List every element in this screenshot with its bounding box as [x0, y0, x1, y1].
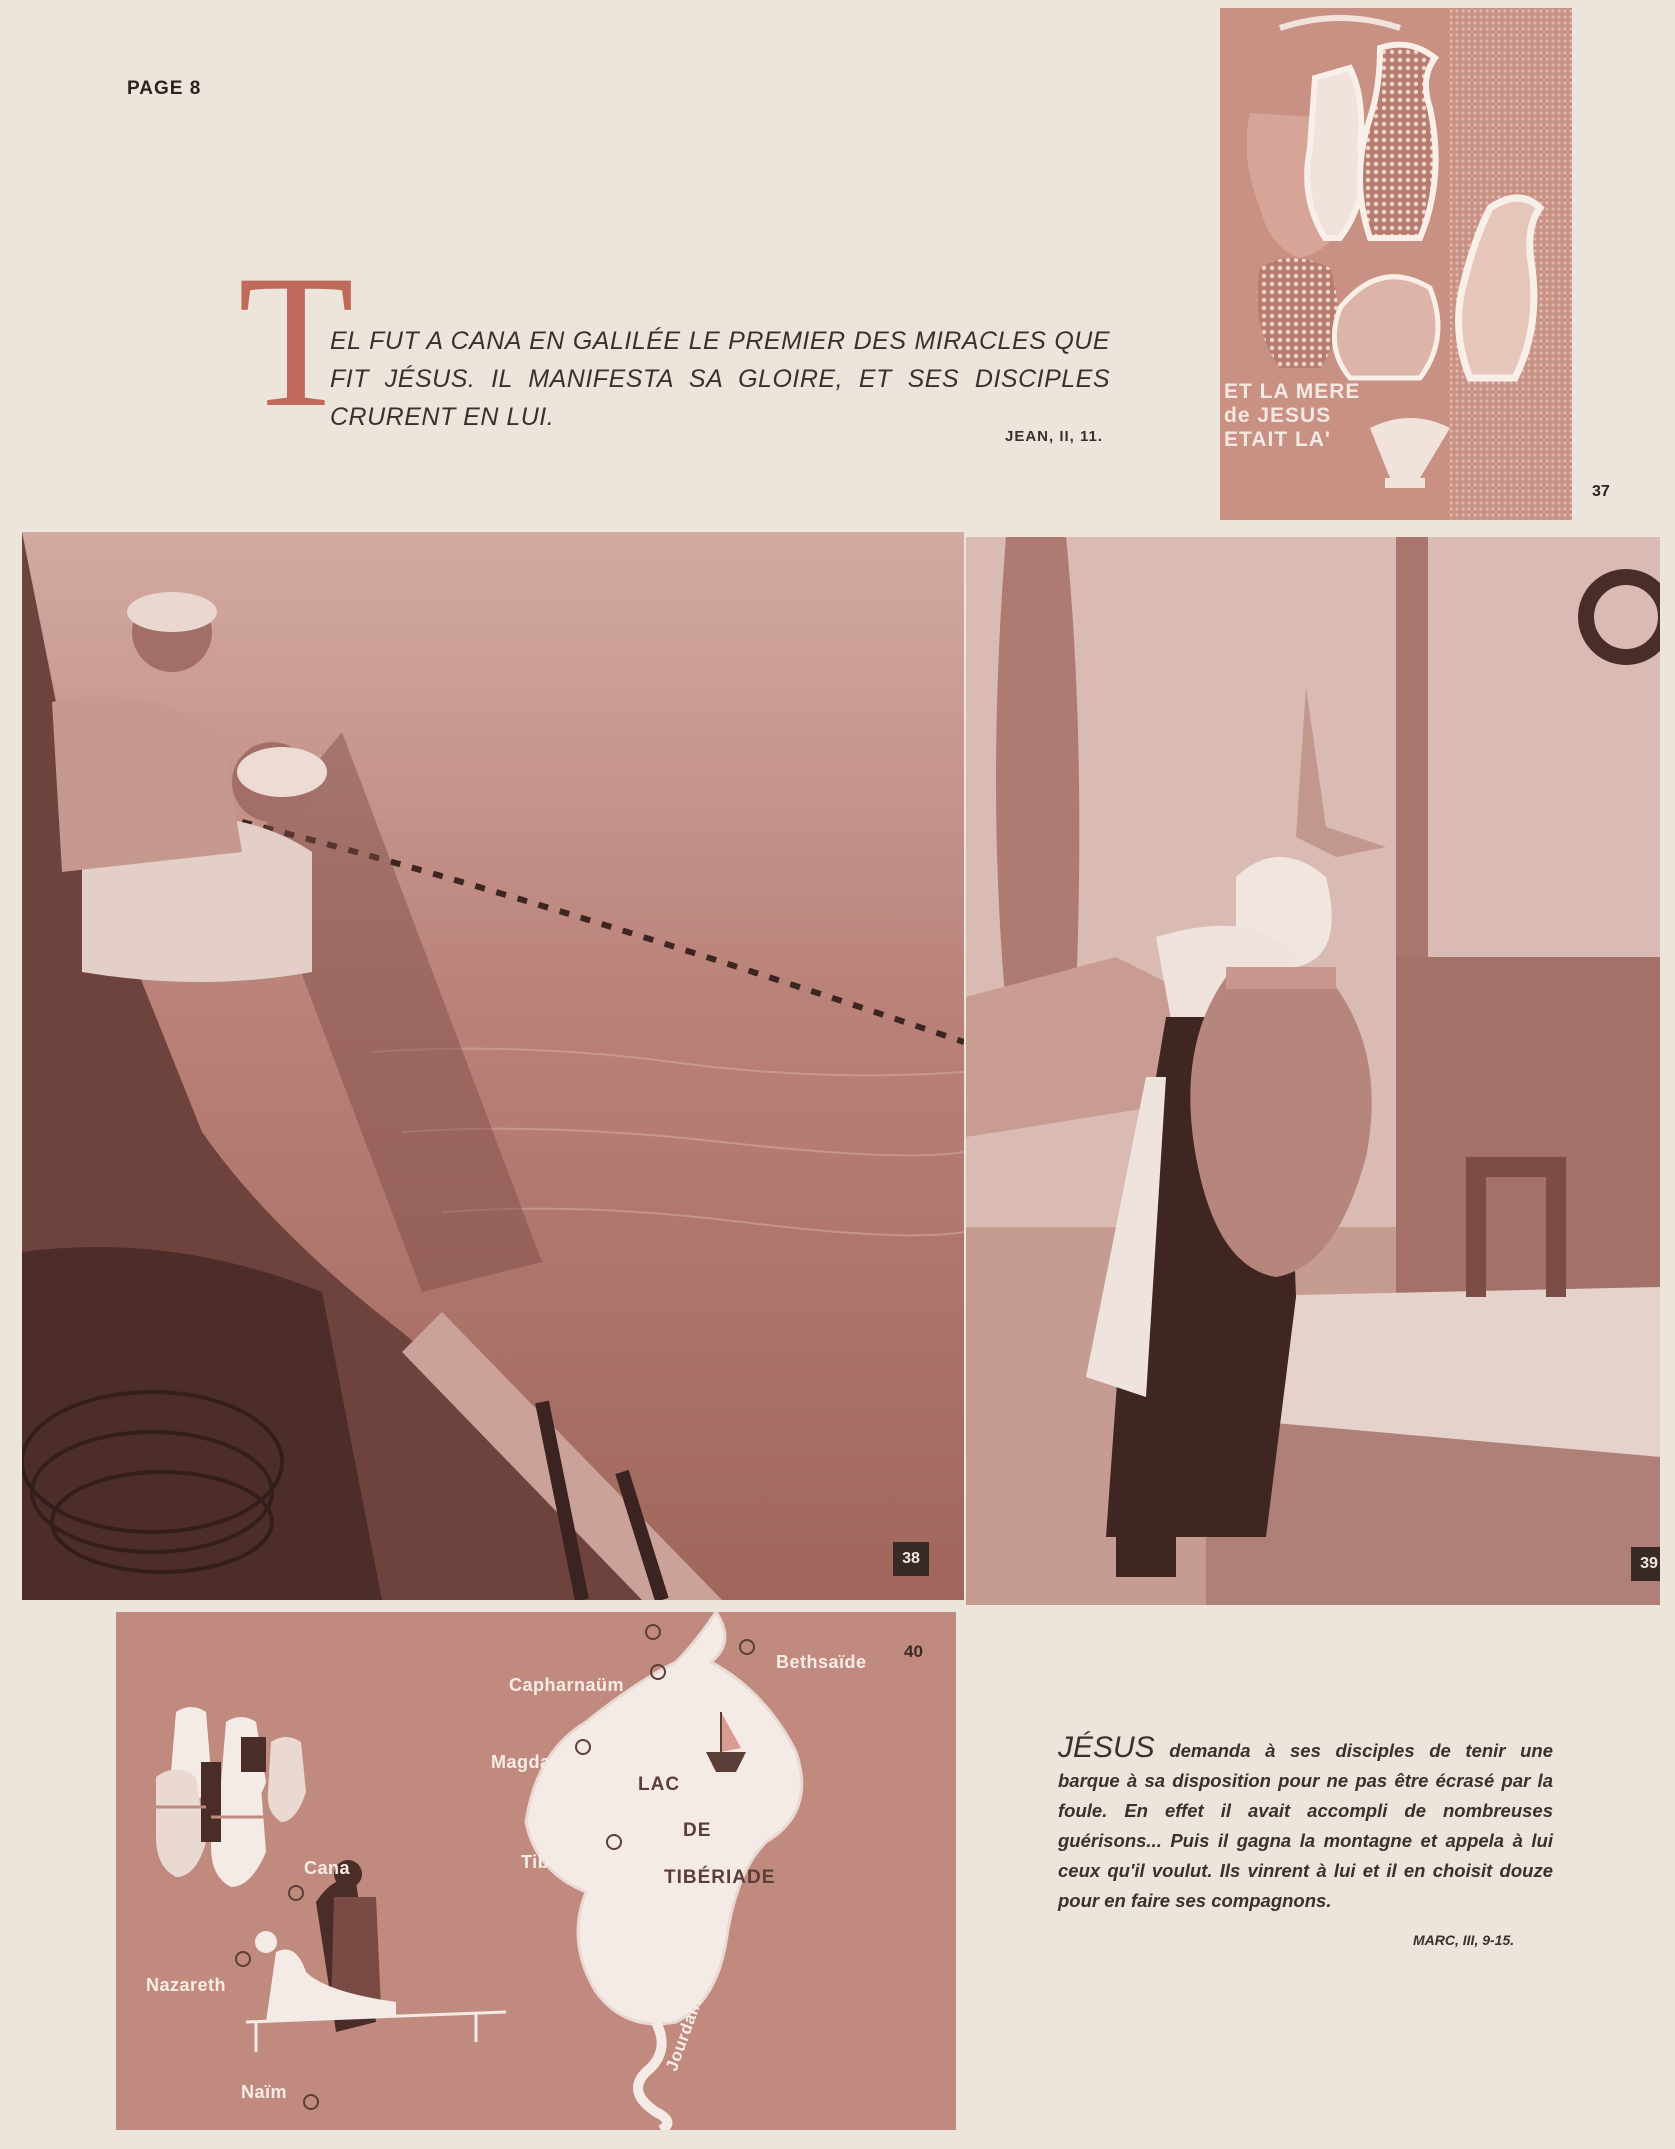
- figure-number-39: 39: [1631, 1547, 1660, 1581]
- place-naim: Naïm: [241, 2082, 288, 2102]
- body-dropcap: JÉSUS: [1058, 1731, 1155, 1764]
- body-text: demanda à ses disciples de tenir une barque à sa disposition pour ne pas être écrasé par la foule. En effet il avait accompli de nombreuses guérisons... Puis il gagna la montagne et appela à lui ceux qu'il voulut. Ils vinrent à lui et il en choisit douze pour en faire ses compagnons.: [1058, 1740, 1553, 1911]
- body-paragraph: [1058, 1733, 1553, 1916]
- caption-line-3: ETAIT LA': [1224, 428, 1331, 451]
- river-jourdain: Jourdain: [662, 1995, 706, 2074]
- lake-label-line2: DE: [683, 1820, 712, 1841]
- fishermen-scene: [22, 532, 964, 1600]
- place-magdala: Magdala: [491, 1752, 567, 1772]
- figure-number-38: 38: [893, 1542, 929, 1576]
- lake-label-line3: TIBÉRIADE: [664, 1867, 776, 1888]
- place-bethsaide: Bethsaïde: [776, 1652, 867, 1672]
- jars-illustration: [1220, 8, 1572, 520]
- place-capharnaum: Capharnaüm: [509, 1675, 625, 1695]
- page-label: PAGE 8: [127, 78, 202, 99]
- place-cana: Cana: [304, 1858, 351, 1878]
- figure-number-40: 40: [904, 1642, 923, 1661]
- fishermen-photo: [22, 532, 964, 1600]
- place-tiberiade: Tibériade: [521, 1852, 606, 1872]
- intro-text: EL FUT A CANA EN GALILÉE LE PREMIER DES MIRACLES QUE FIT JÉSUS. IL MANIFESTA SA GLOIRE, ET SES DISCIPLES CRURENT EN LUI.: [330, 327, 1110, 431]
- caption-line-1: ET LA MERE: [1224, 380, 1361, 403]
- galilee-map: [116, 1612, 956, 2130]
- figure-number-37: 37: [1592, 483, 1610, 500]
- intro-reference: JEAN, II, 11.: [1005, 428, 1104, 445]
- body-reference: MARC, III, 9-15.: [1413, 1932, 1515, 1948]
- woman-jar-photo: [966, 537, 1660, 1605]
- illustration-caption: [1224, 380, 1374, 452]
- lake-label-line1: LAC: [638, 1774, 681, 1795]
- caption-line-2: de JESUS: [1224, 404, 1332, 427]
- intro-dropcap: T: [238, 237, 355, 447]
- place-nazareth: Nazareth: [146, 1975, 227, 1995]
- woman-jar-scene: [966, 537, 1660, 1605]
